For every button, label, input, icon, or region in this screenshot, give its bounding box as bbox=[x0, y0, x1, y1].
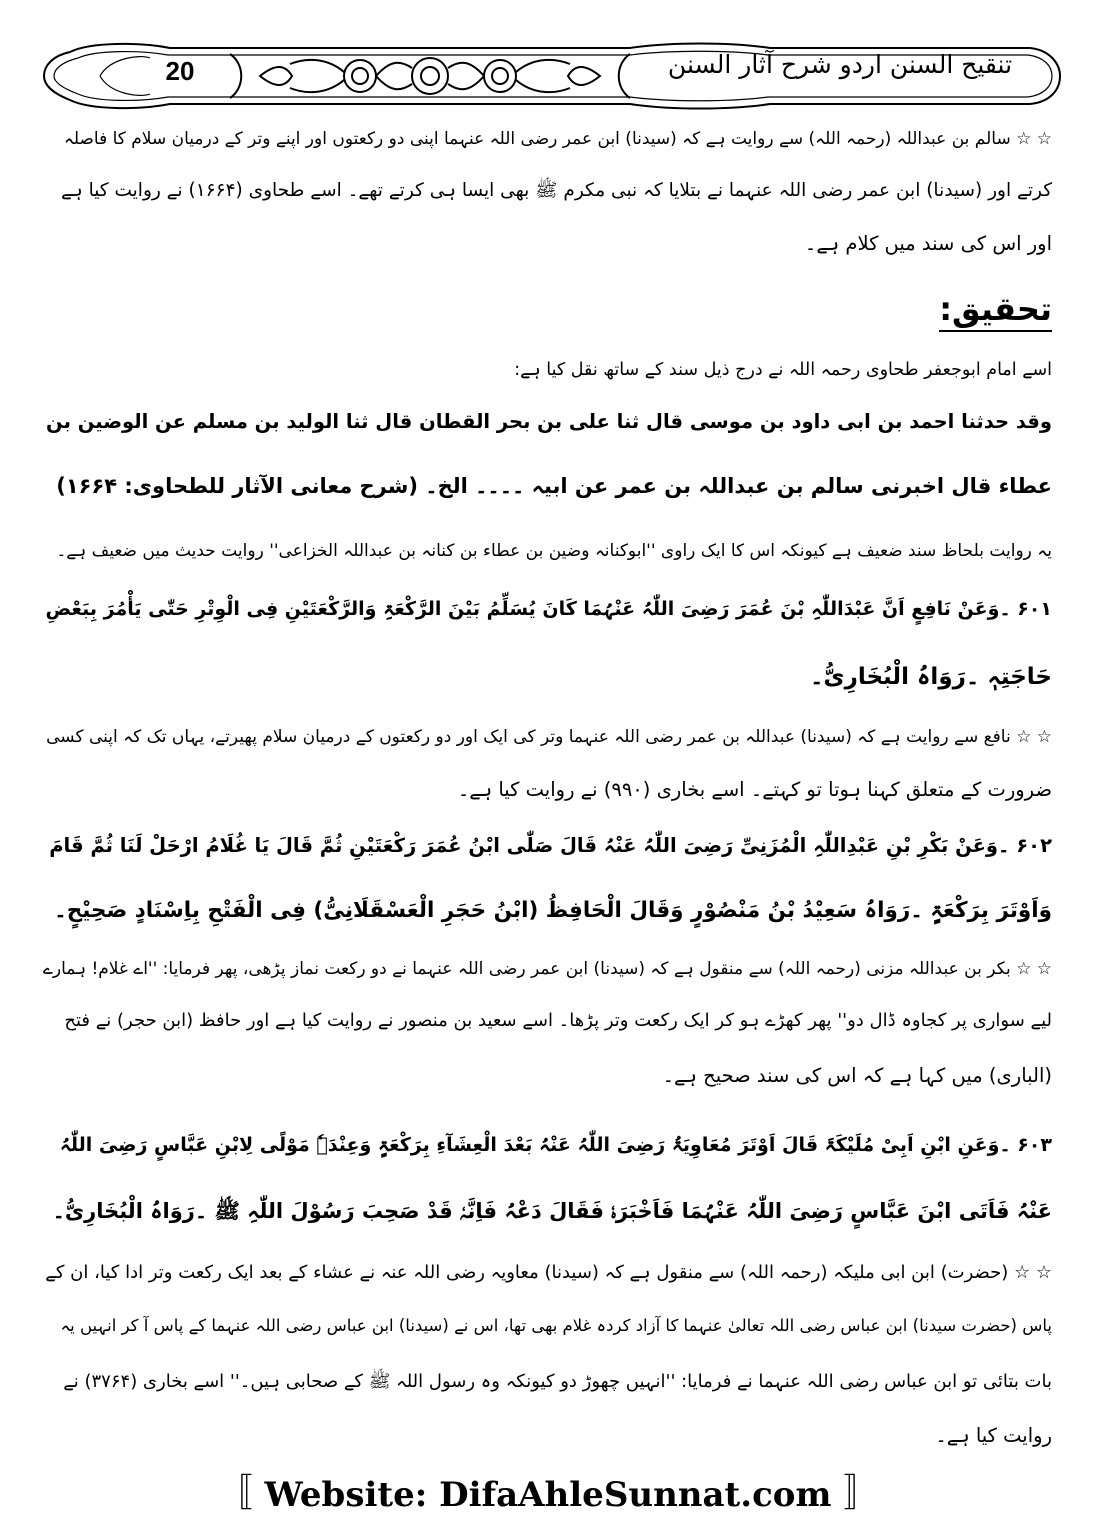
hadith-602-translation: لیے سواری پر کجاوہ ڈال دو'' پھر کھڑے ہو کر ایک رکعت وتر پڑھا۔ اسے سعید بن منصور نے روایت کیا ہے اور حافظ (ابن حجر) نے فتح bbox=[64, 1010, 1052, 1031]
intro-line: اسے امام ابوجعفر طحاوی رحمہ اللہ نے درج ذیل سند کے ساتھ نقل کیا ہے: bbox=[514, 360, 1052, 380]
hadith-603-translation: بات بتائی تو ابن عباس رضی اللہ عنہما نے فرمایا: ''انہیں چھوڑ دو کیونکہ وہ رسول اللہ ﷺ کے صحابی ہیں۔'' اسے بخاری (۳۷۶۴) نے bbox=[63, 1371, 1052, 1392]
page-header bbox=[30, 34, 1066, 118]
hadith-602-arabic: ۶۰۲ ۔وَعَنْ بَکْرِ بْنِ عَبْدِاللّٰہِ الْمُزَنِیِّ رَضِیَ اللّٰہُ عَنْہُ قَالَ صَلّٰی ابْنُ عُمَرَ رَکْعَتَیْنِ ثُمَّ قَالَ یَا غُلَامُ ارْحَلْ لَنَا ثُمَّ قَامَ bbox=[49, 834, 1052, 857]
hadith-603-arabic: عَنْہُ فَاَتَی ابْنَ عَبَّاسٍ رَضِیَ اللّٰہُ عَنْہُمَا فَاَخْبَرَہٗ فَقَالَ دَعْہُ فَاِنَّہٗ قَدْ صَحِبَ رَسُوْلَ اللّٰہِ ﷺ ۔رَوَاہُ الْبُخَارِیُّ۔ bbox=[52, 1199, 1052, 1223]
website-link[interactable]: Website: DifaAhleSunnat.com bbox=[264, 1475, 832, 1515]
hadith-602-translation: (الباری) میں کہا ہے کہ اس کی سند صحیح ہے۔ bbox=[662, 1064, 1052, 1087]
section-heading bbox=[939, 290, 1052, 332]
hadith-603-translation: پاس (حضرت سیدنا) ابن عباس رضی اللہ تعالیٰ عنہما کا آزاد کردہ غلام بھی تھا، اس نے (سیدنا) ابن عباس رضی اللہ عنہما کے پاس آ کر انہیں یہ bbox=[60, 1316, 1052, 1335]
isnad-line: وقد حدثنا احمد بن ابی داود بن موسی قال ثنا علی بن بحر القطان قال ثنا الولید بن مسلم عن الوضین بن bbox=[46, 410, 1052, 433]
hadith-602-translation: ☆ ☆ بکر بن عبداللہ مزنی (رحمہ اللہ) سے منقول ہے کہ (سیدنا) ابن عمر رضی اللہ عنہما نے دو رکعت نماز پڑھی، پھر فرمایا: ''اے غلام! ہمارے bbox=[42, 959, 1052, 979]
hadith-603-translation: روایت کیا ہے۔ bbox=[935, 1424, 1052, 1447]
paragraph-line: کرتے اور (سیدنا) ابن عمر رضی اللہ عنہما نے بتلایا کہ نبی مکرم ﷺ بھی ایسا ہی کرتے تھے۔ اسے طحاوی (۱۶۶۴) نے روایت کیا ہے bbox=[61, 180, 1052, 201]
isnad-line: عطاء قال اخبرنی سالم بن عبداللہ بن عمر عن ابیہ ۔۔۔۔ الخ۔ (شرح معانی الآثار للطحاوی: ۱۶۶۴) bbox=[56, 474, 1052, 498]
footer-left-bracket: 〚 bbox=[214, 1471, 253, 1515]
hadith-602-arabic: وَاَوْتَرَ بِرَکْعَۃٍ ۔رَوَاہُ سَعِیْدُ بْنُ مَنْصُوْرٍ وَقَالَ الْحَافِظُ (ابْنُ حَجَرِ الْعَسْقَلَانِیُّ) فِی الْفَتْحِ بِاِسْنَادٍ صَحِیْحٍ۔ bbox=[54, 898, 1052, 923]
book-title: تنقیح السنن اردو شرح آثار السنن bbox=[667, 50, 1013, 79]
paragraph-line: اور اس کی سند میں کلام ہے۔ bbox=[804, 232, 1052, 255]
hadith-601-arabic: حَاجَتِہٖ ۔رَوَاہُ الْبُخَارِیُّ۔ bbox=[810, 664, 1052, 690]
hadith-601-translation: ضرورت کے متعلق کہنا ہوتا تو کہتے۔ اسے بخاری (۹۹۰) نے روایت کیا ہے۔ bbox=[457, 778, 1052, 801]
section-heading-text: تحقیق: bbox=[939, 290, 1052, 328]
paragraph-line: ☆ ☆ سالم بن عبداللہ (رحمہ اللہ) سے روایت ہے کہ (سیدنا) ابن عمر رضی اللہ عنہما اپنی دو رکعتوں اور اپنے وتر کے درمیان سلام کا فاصلہ bbox=[63, 129, 1052, 149]
grading-line: یہ روایت بلحاظ سند ضعیف ہے کیونکہ اس کا ایک راوی ''ابوکنانہ وضین بن عطاء بن کنانہ بن عبداللہ الخزاعی'' روایت حدیث میں ضعیف ہے۔ bbox=[56, 541, 1052, 561]
hadith-603-arabic: ۶۰۳ ۔وَعَنِ ابْنِ اَبِیْ مُلَیْکَۃَ قَالَ اَوْتَرَ مُعَاوِیَۃُ رَضِیَ اللّٰہُ عَنْہُ بَعْدَ الْعِشَآءِ بِرَکْعَۃٍ وَعِنْدَہٗ مَوْلًی لِابْنِ عَبَّاسٍ رَضِیَ اللّٰہُ bbox=[59, 1134, 1052, 1156]
page-number: 20 bbox=[165, 56, 195, 86]
hadith-603-translation: ☆ ☆ (حضرت) ابن ابی ملیکہ (رحمہ اللہ) سے منقول ہے کہ (سیدنا) معاویہ رضی اللہ عنہ نے عشاء کے بعد ایک رکعت وتر ادا کیا، ان کے bbox=[45, 1262, 1052, 1283]
heading-underline bbox=[939, 330, 1052, 332]
footer-right-bracket: 〛 bbox=[843, 1471, 882, 1515]
hadith-601-arabic: ۶۰۱ ۔وَعَنْ نَافِعٍ اَنَّ عَبْدَاللّٰہِ بْنَ عُمَرَ رَضِیَ اللّٰہُ عَنْہُمَا کَانَ یُسَلِّمُ بَیْنَ الرَّکْعَۃِ وَالرَّکْعَتَیْنِ فِی الْوِتْرِ حَتّٰی یَأْمُرَ بِبَعْضِ bbox=[45, 598, 1052, 620]
website-footer bbox=[0, 1462, 1096, 1517]
hadith-601-translation: ☆ ☆ نافع سے روایت ہے کہ (سیدنا) عبداللہ بن عمر رضی اللہ عنہما وتر کی ایک اور دو رکعتوں کے درمیان سلام پھیرتے، یہاں تک کہ اپنی کسی bbox=[46, 727, 1052, 747]
